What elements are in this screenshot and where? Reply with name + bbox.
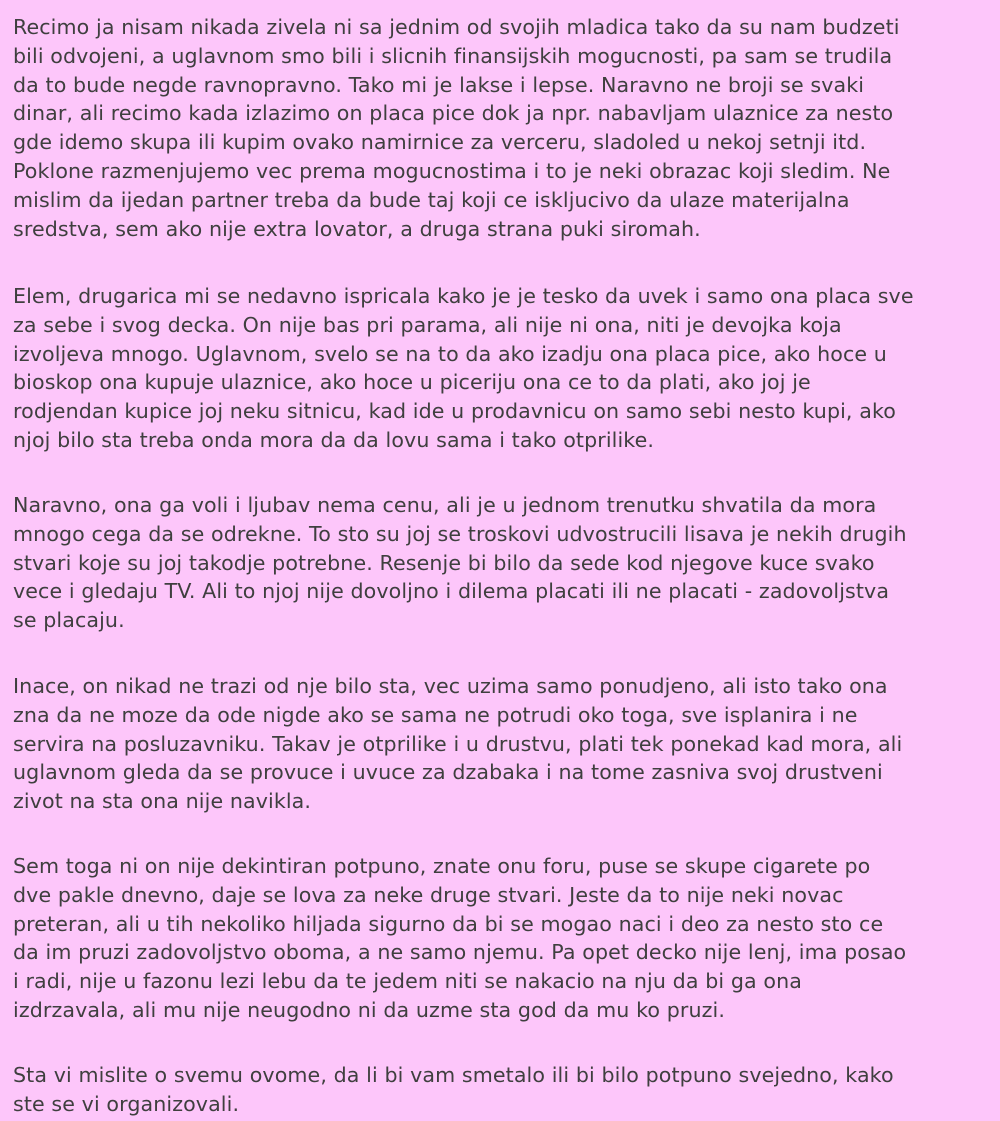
paragraph-dilemma: Naravno, ona ga voli i ljubav nema cenu, ali je u jednom trenutku shvatila da mora mnogo cega da se odrekne. To sto su joj se troskovi udvostrucili lisava je nekih drugih stvari koje su joj takodje potrebne. Resenje bi bilo da sede kod njegove kuce svako vece i gledaju TV. Ali to njoj nije dovoljno i dilema placati ili ne placati - zadovoljstva se placaju. xyxy=(13,493,907,633)
paragraph-spending: Sem toga ni on nije dekintiran potpuno, znate onu foru, puse se skupe cigarete po dve pakle dnevno, daje se lova za neke druge stvari. Jeste da to nije neki novac preteran, ali u tih nekoliko hiljada sigurno da bi se mogao naci i deo za nesto sto ce da im pruzi zadovoljstvo oboma, a ne samo njemu. Pa opet decko nije lenj, ima posao i radi, nije u fazonu lezi lebu da te jedem niti se nakacio na nju da bi ga ona izdrzavala, ali mu nije neugodno ni da uzme sta god da mu ko pruzi. xyxy=(13,854,907,1022)
paragraph-question: Sta vi mislite o svemu ovome, da li bi vam smetalo ili bi bilo potpuno svejedno, kako ste se vi organizovali. xyxy=(13,1063,894,1116)
paragraph-friend-story: Elem, drugarica mi se nedavno ispricala kako je je tesko da uvek i samo ona placa sve za sebe i svog decka. On nije bas pri parama, ali nije ni ona, niti je devojka koja izvoljeva mnogo. Uglavnom, svelo se na to da ako izadju ona placa pice, ako hoce u bioskop ona kupuje ulaznice, ako hoce u piceriju ona ce to da plati, ako joj je rodjendan kupice joj neku sitnicu, kad ide u prodavnicu on samo sebi nesto kupi, ako njoj bilo sta treba onda mora da da lovu sama i tako otprilike. xyxy=(13,284,914,452)
paragraph-his-behavior: Inace, on nikad ne trazi od nje bilo sta, vec uzima samo ponudjeno, ali isto tako ona zna da ne moze da ode nigde ako se sama ne potrudi oko toga, sve isplanira i ne servira na posluzavniku. Takav je otprilike i u drustvu, plati tek ponekad kad mora, ali uglavnom gleda da se provuce i uvuce za dzabaka i na tome zasniva svoj drustveni zivot na sta ona nije navikla. xyxy=(13,674,903,814)
paragraph-intro: Recimo ja nisam nikada zivela ni sa jednim od svojih mladica tako da su nam budzeti bili odvojeni, a uglavnom smo bili i slicnih finansijskih mogucnosti, pa sam se trudila da to bude negde ravnopravno. Tako mi je lakse i lepse. Naravno ne broji se svaki dinar, ali recimo kada izlazimo on placa pice dok ja npr. nabavljam ulaznice za nesto gde idemo skupa ili kupim ovako namirnice za verceru, sladoled u nekoj setnji itd. Poklone razmenjujemo vec prema mogucnostima i to je neki obrazac koji sledim. Ne mislim da ijedan partner treba da bude taj koji ce iskljucivo da ulaze materijalna sredstva, sem ako nije extra lovator, a druga strana puki siromah. xyxy=(13,15,900,241)
